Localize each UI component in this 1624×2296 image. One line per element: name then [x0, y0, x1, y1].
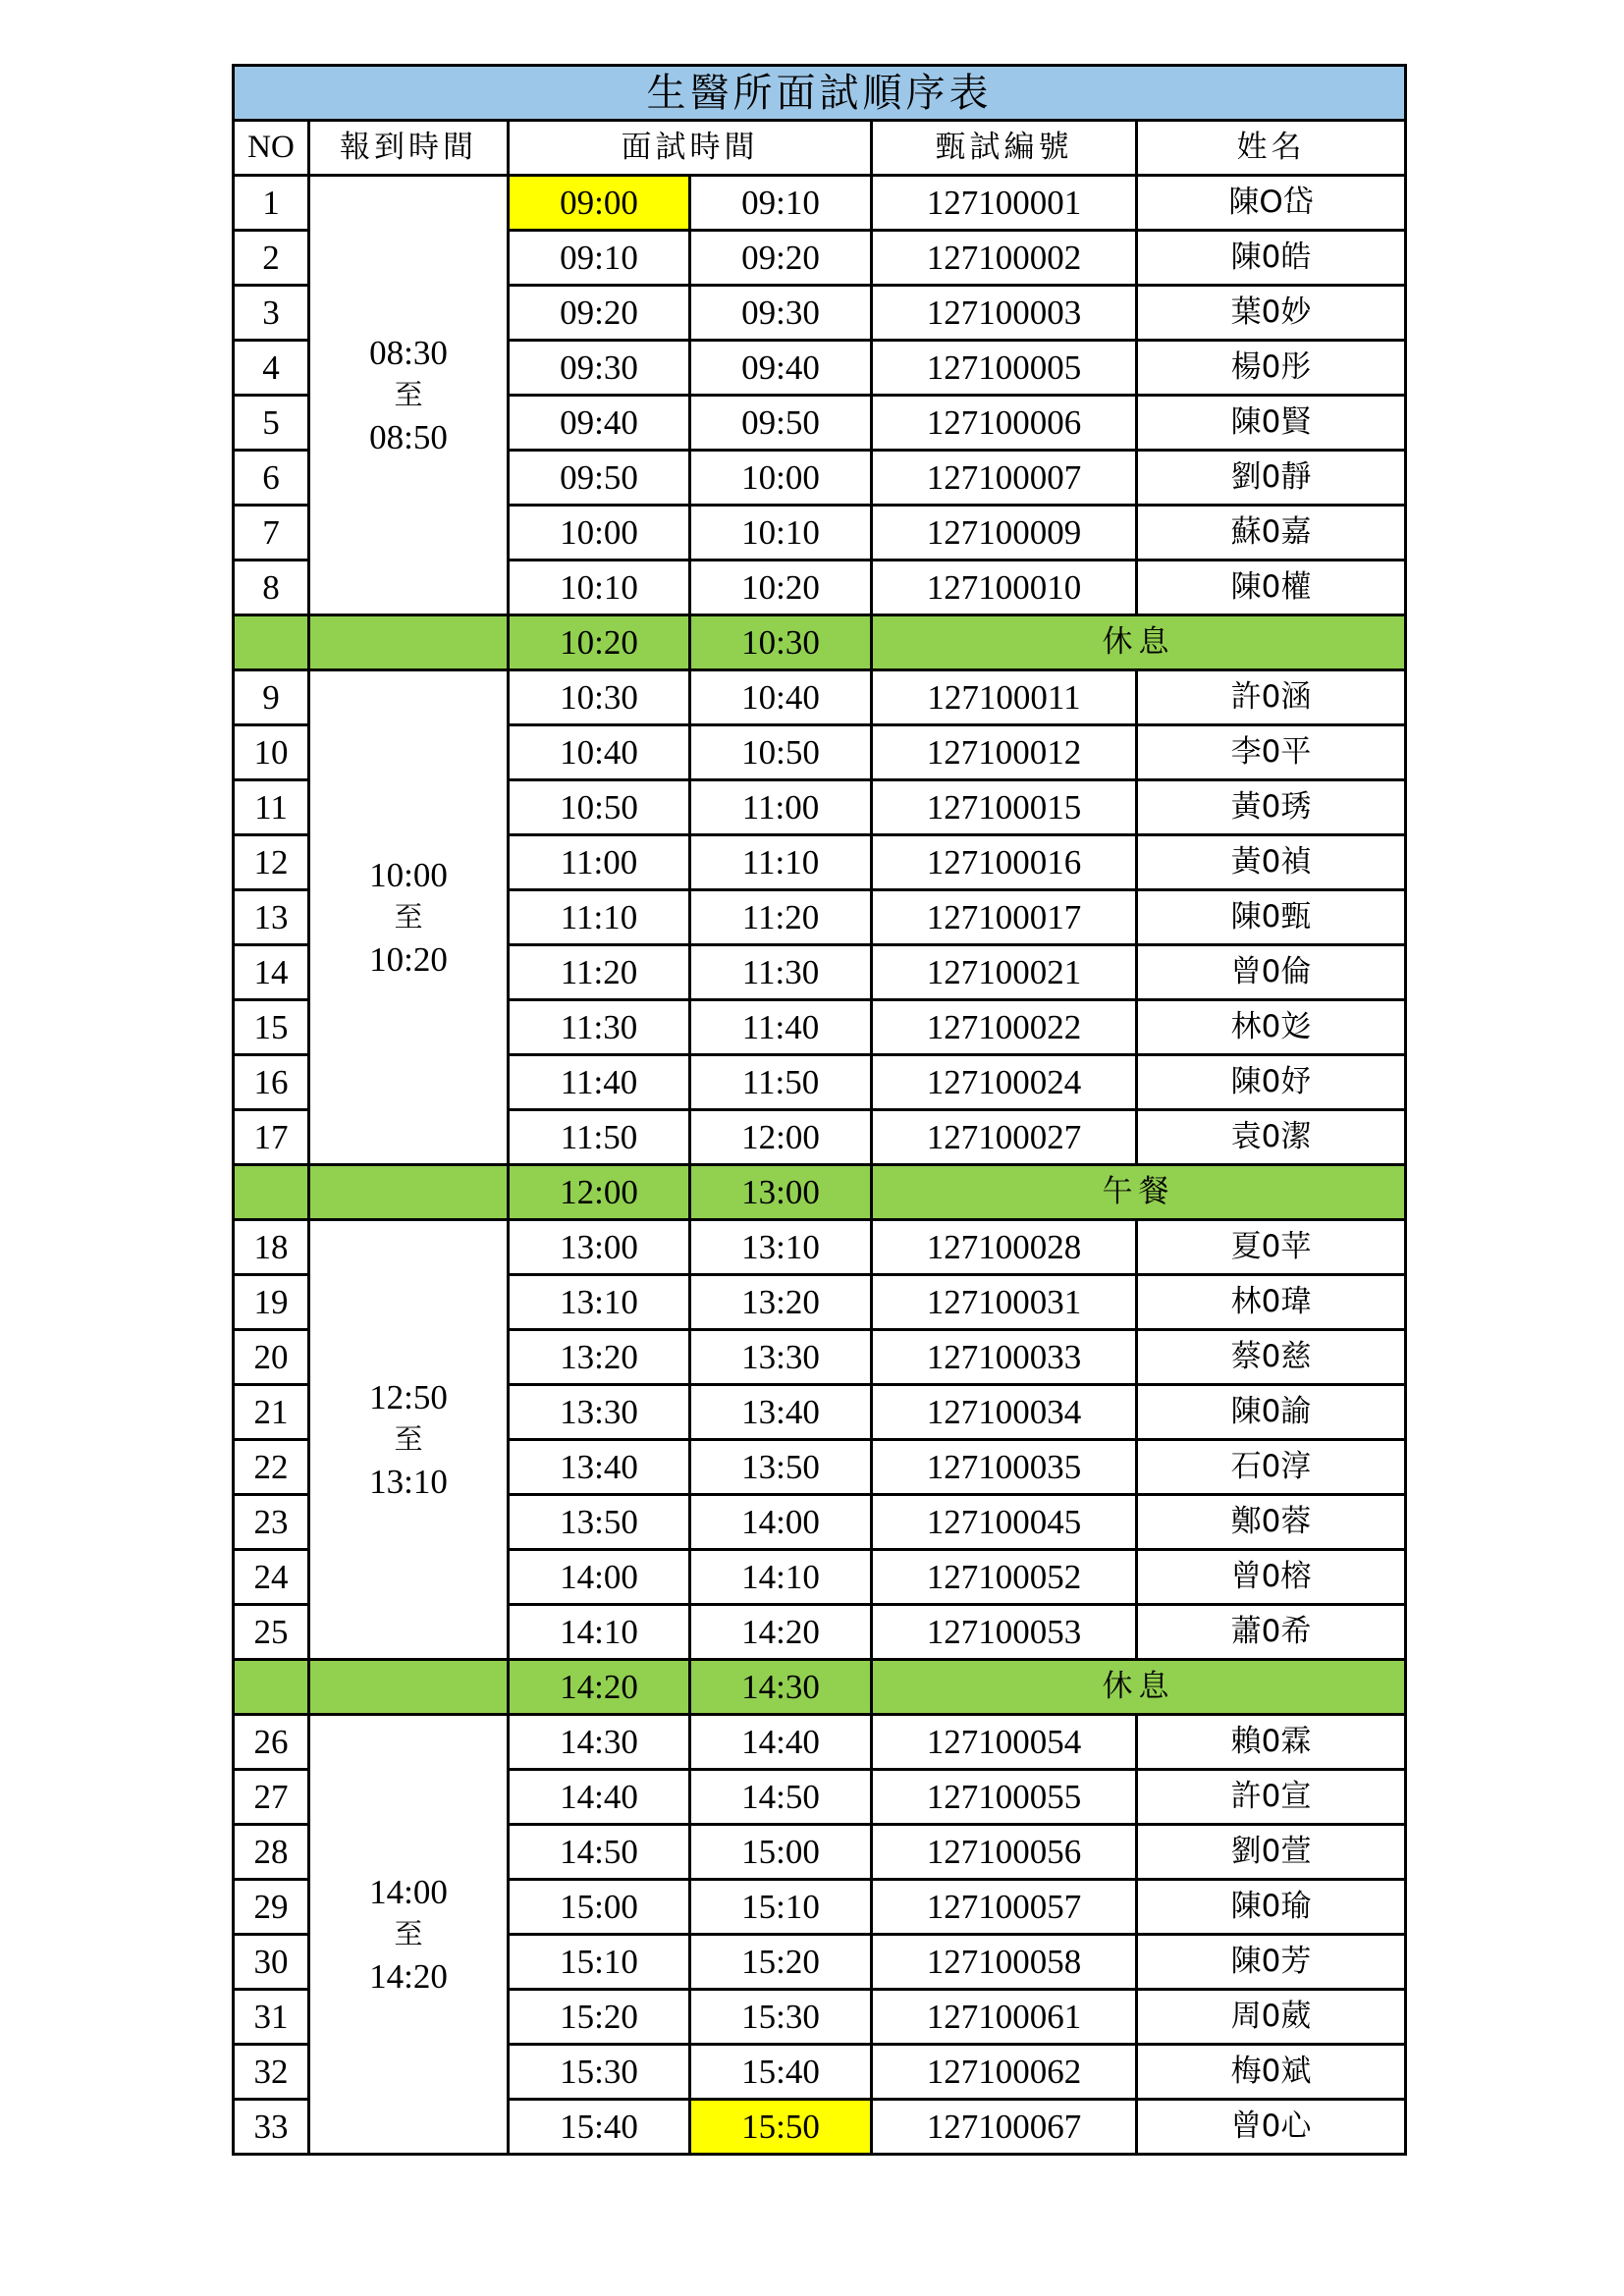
row-no: 25 [234, 1605, 309, 1660]
report-sep: 至 [394, 1916, 423, 1950]
candidate-name: 陳0皓 [1137, 231, 1406, 286]
report-time-block [309, 670, 509, 1165]
candidate-name: 夏0苹 [1137, 1220, 1406, 1275]
interview-start: 14:10 [509, 1605, 690, 1660]
interview-end: 09:30 [690, 286, 872, 341]
exam-number: 127100009 [872, 506, 1137, 561]
candidate-name: 袁0潔 [1137, 1110, 1406, 1165]
break-start: 14:20 [509, 1660, 690, 1715]
interview-end: 11:40 [690, 1000, 872, 1055]
interview-end: 10:00 [690, 451, 872, 506]
interview-start: 15:00 [509, 1880, 690, 1935]
break-start: 10:20 [509, 615, 690, 670]
interview-start: 09:00 [509, 176, 690, 231]
row-no: 1 [234, 176, 309, 231]
schedule-title: 生醫所面試順序表 [234, 66, 1406, 121]
candidate-name: 梅0斌 [1137, 2045, 1406, 2100]
interview-end: 13:50 [690, 1440, 872, 1495]
candidate-name: 陳0賢 [1137, 396, 1406, 451]
row-no: 19 [234, 1275, 309, 1330]
table-row [234, 1715, 1406, 1770]
candidate-name: 陳0諭 [1137, 1385, 1406, 1440]
row-no: 29 [234, 1880, 309, 1935]
interview-start: 09:30 [509, 341, 690, 396]
interview-start: 14:40 [509, 1770, 690, 1825]
exam-number: 127100016 [872, 835, 1137, 890]
row-no: 30 [234, 1935, 309, 1990]
candidate-name: 曾0心 [1137, 2100, 1406, 2155]
interview-end: 10:10 [690, 506, 872, 561]
report-start: 10:00 [369, 855, 448, 894]
row-no: 32 [234, 2045, 309, 2100]
row-no: 31 [234, 1990, 309, 2045]
candidate-name: 劉0靜 [1137, 451, 1406, 506]
break-end: 14:30 [690, 1660, 872, 1715]
candidate-name: 曾0榕 [1137, 1550, 1406, 1605]
exam-number: 127100067 [872, 2100, 1137, 2155]
exam-number: 127100015 [872, 780, 1137, 835]
interview-end: 14:10 [690, 1550, 872, 1605]
report-time-block [309, 1220, 509, 1660]
exam-number: 127100022 [872, 1000, 1137, 1055]
row-no: 22 [234, 1440, 309, 1495]
candidate-name: 陳O岱 [1137, 176, 1406, 231]
table-row [234, 1220, 1406, 1275]
interview-end: 11:30 [690, 945, 872, 1000]
interview-start: 14:50 [509, 1825, 690, 1880]
candidate-name: 林0彣 [1137, 1000, 1406, 1055]
row-no: 7 [234, 506, 309, 561]
row-no: 17 [234, 1110, 309, 1165]
interview-end: 10:50 [690, 725, 872, 780]
exam-number: 127100028 [872, 1220, 1137, 1275]
interview-end: 10:40 [690, 670, 872, 725]
break-start: 12:00 [509, 1165, 690, 1220]
exam-number: 127100003 [872, 286, 1137, 341]
interview-end: 15:10 [690, 1880, 872, 1935]
candidate-name: 黃0禎 [1137, 835, 1406, 890]
interview-start: 11:30 [509, 1000, 690, 1055]
header-name: 姓名 [1137, 121, 1406, 176]
interview-start: 14:00 [509, 1550, 690, 1605]
interview-end: 14:00 [690, 1495, 872, 1550]
candidate-name: 賴0霖 [1137, 1715, 1406, 1770]
interview-end: 12:00 [690, 1110, 872, 1165]
row-no: 9 [234, 670, 309, 725]
header-exam-number: 甄試編號 [872, 121, 1137, 176]
candidate-name: 鄭0蓉 [1137, 1495, 1406, 1550]
break-row [234, 1660, 1406, 1715]
exam-number: 127100017 [872, 890, 1137, 945]
exam-number: 127100057 [872, 1880, 1137, 1935]
candidate-name: 葉0妙 [1137, 286, 1406, 341]
interview-end: 13:30 [690, 1330, 872, 1385]
report-end: 08:50 [369, 418, 448, 457]
row-no: 21 [234, 1385, 309, 1440]
interview-start: 13:20 [509, 1330, 690, 1385]
report-time-block [309, 1715, 509, 2155]
interview-start: 13:10 [509, 1275, 690, 1330]
interview-start: 11:20 [509, 945, 690, 1000]
interview-end: 11:50 [690, 1055, 872, 1110]
exam-number: 127100061 [872, 1990, 1137, 2045]
interview-start: 09:40 [509, 396, 690, 451]
interview-start: 11:00 [509, 835, 690, 890]
interview-end: 09:20 [690, 231, 872, 286]
interview-end: 15:40 [690, 2045, 872, 2100]
interview-start: 13:00 [509, 1220, 690, 1275]
exam-number: 127100058 [872, 1935, 1137, 1990]
report-end: 14:20 [369, 1957, 448, 1997]
exam-number: 127100012 [872, 725, 1137, 780]
interview-start: 09:10 [509, 231, 690, 286]
interview-start: 10:00 [509, 506, 690, 561]
interview-end: 15:20 [690, 1935, 872, 1990]
interview-end: 11:20 [690, 890, 872, 945]
break-label: 休息 [872, 1660, 1406, 1715]
interview-end: 11:10 [690, 835, 872, 890]
exam-number: 127100035 [872, 1440, 1137, 1495]
row-no: 15 [234, 1000, 309, 1055]
break-no-empty [234, 615, 309, 670]
interview-start: 14:30 [509, 1715, 690, 1770]
candidate-name: 黃0琇 [1137, 780, 1406, 835]
row-no: 11 [234, 780, 309, 835]
candidate-name: 陳0權 [1137, 561, 1406, 615]
interview-start: 13:50 [509, 1495, 690, 1550]
break-end: 13:00 [690, 1165, 872, 1220]
exam-number: 127100055 [872, 1770, 1137, 1825]
interview-start: 09:50 [509, 451, 690, 506]
exam-number: 127100024 [872, 1055, 1137, 1110]
interview-end: 13:10 [690, 1220, 872, 1275]
report-time-block [309, 176, 509, 615]
report-start: 08:30 [369, 333, 448, 372]
candidate-name: 曾0倫 [1137, 945, 1406, 1000]
interview-start: 10:50 [509, 780, 690, 835]
row-no: 20 [234, 1330, 309, 1385]
exam-number: 127100033 [872, 1330, 1137, 1385]
exam-number: 127100007 [872, 451, 1137, 506]
exam-number: 127100062 [872, 2045, 1137, 2100]
interview-start: 10:30 [509, 670, 690, 725]
row-no: 4 [234, 341, 309, 396]
break-no-empty [234, 1660, 309, 1715]
interview-end: 14:40 [690, 1715, 872, 1770]
interview-end: 14:50 [690, 1770, 872, 1825]
report-sep: 至 [394, 1421, 423, 1456]
header-row [234, 121, 1406, 176]
interview-start: 09:20 [509, 286, 690, 341]
exam-number: 127100011 [872, 670, 1137, 725]
interview-end: 13:20 [690, 1275, 872, 1330]
row-no: 26 [234, 1715, 309, 1770]
schedule-body [234, 66, 1406, 2155]
interview-start: 15:40 [509, 2100, 690, 2155]
candidate-name: 周0葳 [1137, 1990, 1406, 2045]
candidate-name: 陳0妤 [1137, 1055, 1406, 1110]
row-no: 28 [234, 1825, 309, 1880]
row-no: 12 [234, 835, 309, 890]
row-no: 33 [234, 2100, 309, 2155]
row-no: 3 [234, 286, 309, 341]
row-no: 10 [234, 725, 309, 780]
exam-number: 127100027 [872, 1110, 1137, 1165]
interview-start: 15:20 [509, 1990, 690, 2045]
interview-end: 15:50 [690, 2100, 872, 2155]
candidate-name: 楊0彤 [1137, 341, 1406, 396]
interview-start: 11:40 [509, 1055, 690, 1110]
report-end: 13:10 [369, 1463, 448, 1502]
report-sep: 至 [394, 377, 423, 411]
exam-number: 127100005 [872, 341, 1137, 396]
exam-number: 127100034 [872, 1385, 1137, 1440]
row-no: 24 [234, 1550, 309, 1605]
interview-start: 11:10 [509, 890, 690, 945]
candidate-name: 蕭0希 [1137, 1605, 1406, 1660]
row-no: 18 [234, 1220, 309, 1275]
row-no: 8 [234, 561, 309, 615]
header-report-time: 報到時間 [309, 121, 509, 176]
report-start: 14:00 [369, 1872, 448, 1911]
interview-start: 15:10 [509, 1935, 690, 1990]
candidate-name: 陳0甄 [1137, 890, 1406, 945]
break-report-empty [309, 615, 509, 670]
row-no: 14 [234, 945, 309, 1000]
row-no: 5 [234, 396, 309, 451]
interview-start: 10:10 [509, 561, 690, 615]
candidate-name: 陳0瑜 [1137, 1880, 1406, 1935]
exam-number: 127100045 [872, 1495, 1137, 1550]
interview-start: 10:40 [509, 725, 690, 780]
candidate-name: 劉0萱 [1137, 1825, 1406, 1880]
interview-end: 15:00 [690, 1825, 872, 1880]
candidate-name: 蘇0嘉 [1137, 506, 1406, 561]
exam-number: 127100021 [872, 945, 1137, 1000]
report-end: 10:20 [369, 940, 448, 980]
header-no: NO [234, 121, 309, 176]
row-no: 16 [234, 1055, 309, 1110]
exam-number: 127100054 [872, 1715, 1137, 1770]
report-start: 12:50 [369, 1377, 448, 1416]
break-row [234, 1165, 1406, 1220]
candidate-name: 許0宣 [1137, 1770, 1406, 1825]
break-report-empty [309, 1660, 509, 1715]
interview-start: 13:40 [509, 1440, 690, 1495]
break-row [234, 615, 1406, 670]
interview-end: 14:20 [690, 1605, 872, 1660]
interview-start: 15:30 [509, 2045, 690, 2100]
exam-number: 127100031 [872, 1275, 1137, 1330]
exam-number: 127100010 [872, 561, 1137, 615]
row-no: 13 [234, 890, 309, 945]
interview-end: 09:10 [690, 176, 872, 231]
exam-number: 127100052 [872, 1550, 1137, 1605]
row-no: 2 [234, 231, 309, 286]
row-no: 23 [234, 1495, 309, 1550]
exam-number: 127100001 [872, 176, 1137, 231]
interview-end: 13:40 [690, 1385, 872, 1440]
break-label: 休息 [872, 615, 1406, 670]
interview-start: 11:50 [509, 1110, 690, 1165]
candidate-name: 蔡0慈 [1137, 1330, 1406, 1385]
candidate-name: 石0淳 [1137, 1440, 1406, 1495]
break-report-empty [309, 1165, 509, 1220]
candidate-name: 許0涵 [1137, 670, 1406, 725]
candidate-name: 陳0芳 [1137, 1935, 1406, 1990]
break-label: 午餐 [872, 1165, 1406, 1220]
row-no: 27 [234, 1770, 309, 1825]
row-no: 6 [234, 451, 309, 506]
interview-end: 11:00 [690, 780, 872, 835]
interview-end: 09:40 [690, 341, 872, 396]
candidate-name: 林0瑋 [1137, 1275, 1406, 1330]
table-row [234, 176, 1406, 231]
interview-start: 13:30 [509, 1385, 690, 1440]
report-sep: 至 [394, 899, 423, 934]
header-interview-time: 面試時間 [509, 121, 872, 176]
interview-end: 09:50 [690, 396, 872, 451]
break-no-empty [234, 1165, 309, 1220]
exam-number: 127100053 [872, 1605, 1137, 1660]
title-row [234, 66, 1406, 121]
interview-schedule-table [232, 64, 1407, 2156]
exam-number: 127100002 [872, 231, 1137, 286]
exam-number: 127100056 [872, 1825, 1137, 1880]
exam-number: 127100006 [872, 396, 1137, 451]
interview-end: 15:30 [690, 1990, 872, 2045]
table-row [234, 670, 1406, 725]
break-end: 10:30 [690, 615, 872, 670]
interview-end: 10:20 [690, 561, 872, 615]
candidate-name: 李0平 [1137, 725, 1406, 780]
